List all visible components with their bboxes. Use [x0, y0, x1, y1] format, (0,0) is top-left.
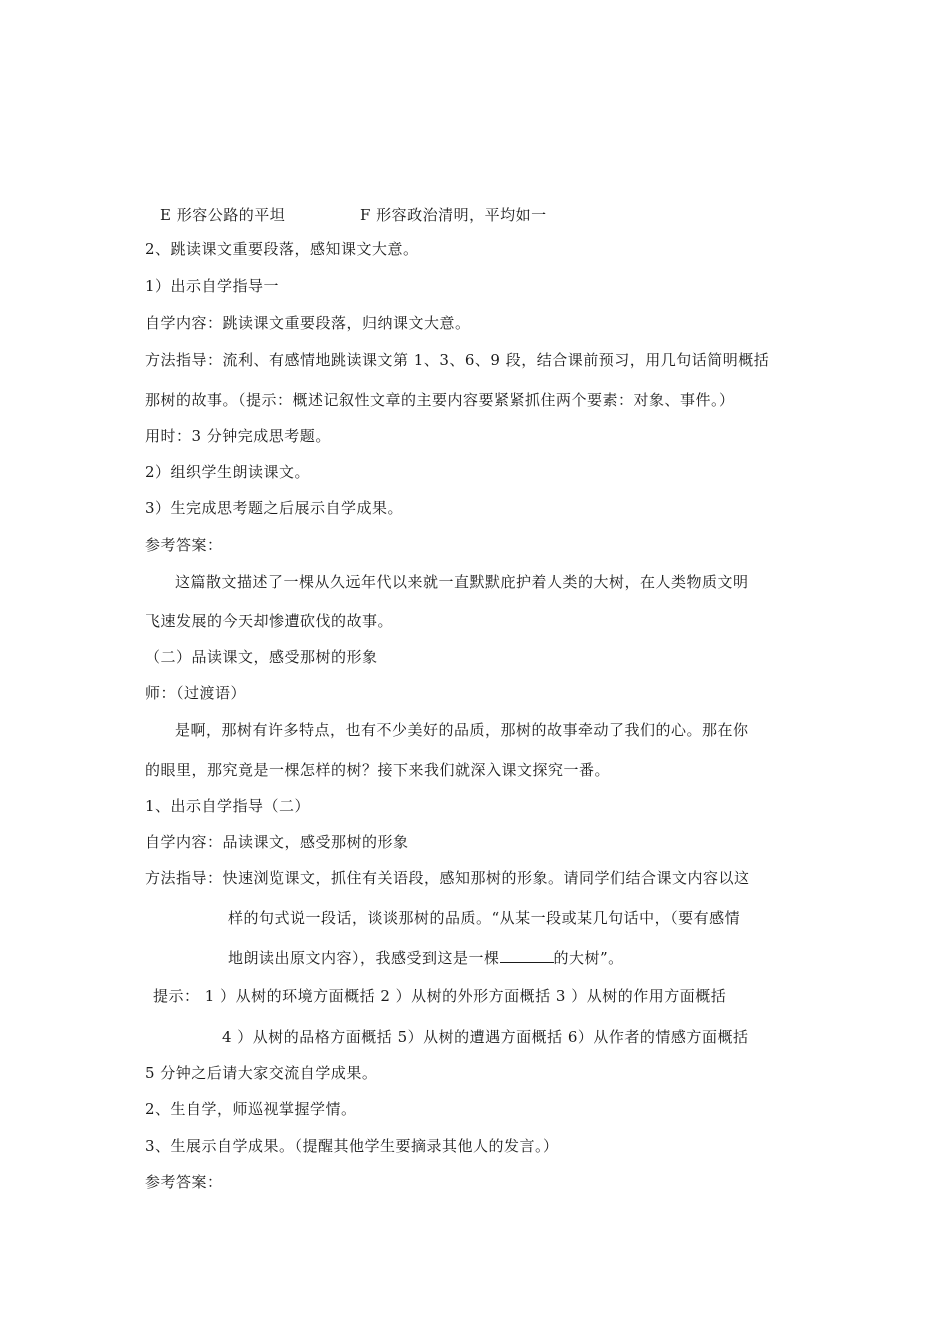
step-2-heading: 2、跳读课文重要段落，感知课文大意。 — [145, 240, 419, 258]
step-read-aloud: 2）组织学生朗读课文。 — [145, 463, 311, 481]
option-e: E 形容公路的平坦 — [160, 206, 286, 224]
reference-answer-label: 参考答案： — [145, 536, 223, 554]
method-guide-line-2: 那树的故事。（提示：概述记叙性文章的主要内容要紧紧抓住两个要素：对象、事件。） — [145, 391, 735, 409]
transition-line-1: 是啊，那树有许多特点，也有不少美好的品质，那树的故事牵动了我们的心。那在你 — [175, 721, 749, 739]
answer-paragraph-line-1: 这篇散文描述了一棵从久远年代以来就一直默默庇护着人类的大树，在人类物质文明 — [175, 573, 749, 591]
answer-paragraph-line-2: 飞速发展的今天却惨遭砍伐的故事。 — [145, 612, 394, 630]
step-self-study: 2、生自学，师巡视掌握学情。 — [145, 1100, 357, 1118]
option-f: F 形容政治清明，平均如一 — [360, 206, 547, 224]
guide-two-heading: 1、出示自学指导（二） — [145, 797, 311, 815]
sentence-pattern-end: 的大树”。 — [553, 949, 624, 967]
fill-in-blank — [500, 948, 554, 963]
method-guide-two-line-3 — [228, 948, 624, 968]
method-guide-two-line-2: 样的句式说一段话，谈谈那树的品质。“从某一段或某几句话中，（要有感情 — [228, 909, 741, 927]
reference-answer-label-two: 参考答案： — [145, 1173, 223, 1191]
hint-line-1: 提示： 1 ）从树的环境方面概括 2 ）从树的外形方面概括 3 ）从树的作用方面概括 — [153, 987, 727, 1005]
study-content: 自学内容：跳读课文重要段落，归纳课文大意。 — [145, 314, 471, 332]
section-two-heading: （二）品读课文，感受那树的形象 — [145, 648, 378, 666]
teacher-transition: 师：（过渡语） — [145, 684, 247, 702]
step-show-results-two: 3、生展示自学成果。（提醒其他学生要摘录其他人的发言。） — [145, 1137, 559, 1155]
transition-line-2: 的眼里，那究竟是一棵怎样的树？接下来我们就深入课文探究一番。 — [145, 761, 611, 779]
hint-line-2: 4 ）从树的品格方面概括 5）从树的遭遇方面概括 6）从作者的情感方面概括 — [222, 1028, 749, 1046]
method-guide-two-line-1: 方法指导：快速浏览课文，抓住有关语段，感知那树的形象。请同学们结合课文内容以这 — [145, 869, 750, 887]
exchange-after-five-minutes: 5 分钟之后请大家交流自学成果。 — [145, 1064, 378, 1082]
method-guide-line-1: 方法指导：流利、有感情地跳读课文第 1、3、6、9 段，结合课前预习，用几句话简明概括 — [145, 351, 770, 369]
sentence-pattern-start: 地朗读出原文内容），我感受到这是一棵 — [228, 949, 500, 967]
step-show-results: 3）生完成思考题之后展示自学成果。 — [145, 499, 404, 517]
guide-one-heading: 1）出示自学指导一 — [145, 277, 280, 295]
time-limit: 用时：3 分钟完成思考题。 — [145, 427, 331, 445]
study-content-two: 自学内容：品读课文，感受那树的形象 — [145, 833, 409, 851]
